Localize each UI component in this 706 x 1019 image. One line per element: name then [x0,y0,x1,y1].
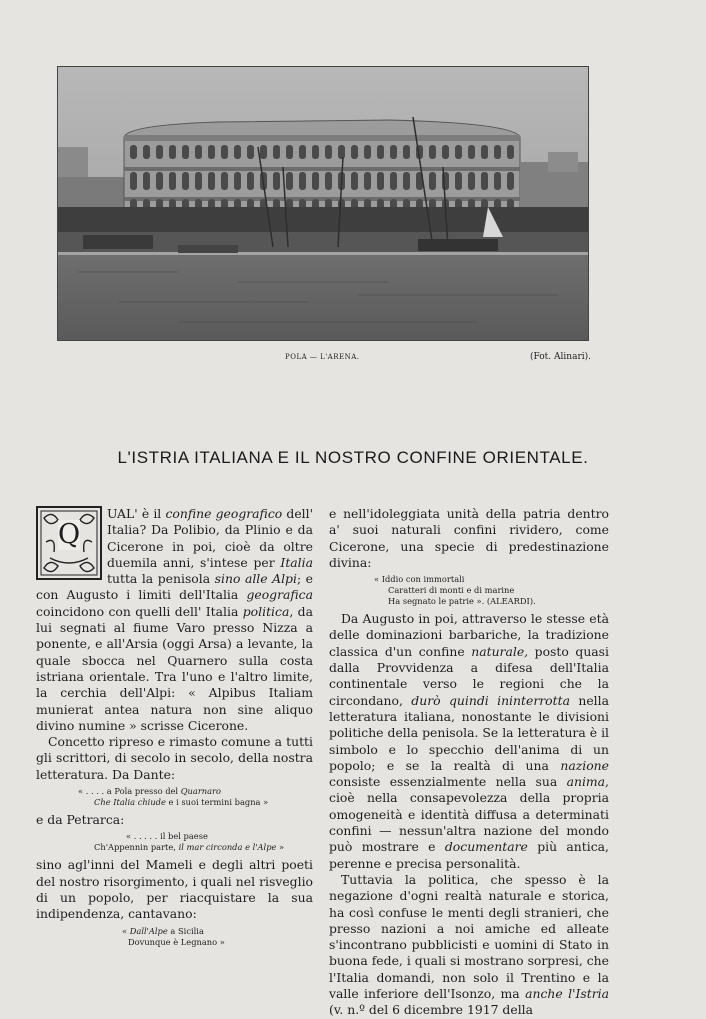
right-column [329,506,609,1019]
drop-cap [36,506,102,580]
verse-aleardi: « Iddio con immortali Caratteri di monti e di marine Ha segnato le patrie ». (ALEARDI). [374,574,536,607]
left-column [36,506,313,952]
paragraph-petrarca: e da Petrarca: [36,812,125,828]
drop-cap-letter: Q [58,519,81,550]
photo-caption: POLA — L'ARENA. [285,353,360,361]
article-title: L'ISTRIA ITALIANA E IL NOSTRO CONFINE ORIENTALE. [117,448,589,467]
paragraph-concept: Concetto ripreso e rimasto comune a tutti gli scrittori, di secolo in secolo, della nostra letteratura. Da Dante: [36,734,313,782]
paragraph-augustus: Da Augusto in poi, attraverso le stesse età delle dominazioni barbariche, la tradizione classica d'un confine naturale, posto quasi dalla Provvidenza a difesa dell'Italia continentale verso le regioni che la circondano, durò quindi ininterrotta nella letteratura italiana, nonostante le divisioni politiche della penisola. Se la letteratura è il simbolo e lo specchio dell'anima di un popolo; e se la realtà di una nazione consiste essenzialmente nella sua anima, cioè nella consapevolezza della propria omogeneità e identità diffusa a determinati confini — nessun'altra nazione del mondo può mostrare e documentare più antica, perenne e precisa personalità. [329,611,610,871]
pola-arena-image [58,67,588,340]
verse-dante: « . . . . a Pola presso del Quarnaro Che Italia chiude e i suoi termini bagna » [78,786,269,808]
paragraph-idealized-unity: e nell'idoleggiata unità della patria dentro a' suoi naturali confini rividero, come Cicerone, una specie di predestinazione divina: [329,506,609,570]
photo-credit: (Fot. Alinari). [530,352,591,362]
paragraph-mameli: sino agl'inni del Mameli e degli altri poeti del nostro risorgimento, i quali nel risveglio di un popolo, per riacquistare la sua indipendenza, cantavano: [36,857,313,922]
verse-mameli: « Dall'Alpe a Sicilia Dovunque è Legnano » [122,925,225,947]
arena-photo [57,66,589,341]
paragraph-intro: UAL' è il confine geografico dell' Italia? Da Polibio, da Plinio e da Cicerone in poi, cioè da oltre duemila anni, s'intese per Italia tutta la penisola sino alle Alpi; e con Augusto i limiti dell'Italia geografica coincidono con quelli dell' Italia politica, da lui segnati al fiume Varo presso Nizza a ponente, e all'Arsia (oggi Arsa) a levante, la quale sbocca nel Quarnero sulla costa istriana orientale. Tra l'uno e l'altro limite, la cerchia dell'Alpi: « Alpibus Italiam munierat antea natura non sine aliquo divino numine » scrisse Cicerone. [36,506,314,733]
paragraph-politics: Tuttavia la politica, che spesso è la negazione d'ogni realtà naturale e storica, ha così confuse le menti degli stranieri, che presso nazioni a noi amiche ed alleate s'incontrano pubblicisti e uomini di Stato in buona fede, i quali si mostrano sorpresi, che l'Italia domandi, non solo il Trentino e la valle inferiore dell'Isonzo, ma anche l'Istria (v. n.º del 6 dicembre 1917 della [329,871,609,1018]
verse-petrarca: « . . . . . il bel paese Ch'Appennin parte, il mar circonda e l'Alpe » [94,831,285,853]
